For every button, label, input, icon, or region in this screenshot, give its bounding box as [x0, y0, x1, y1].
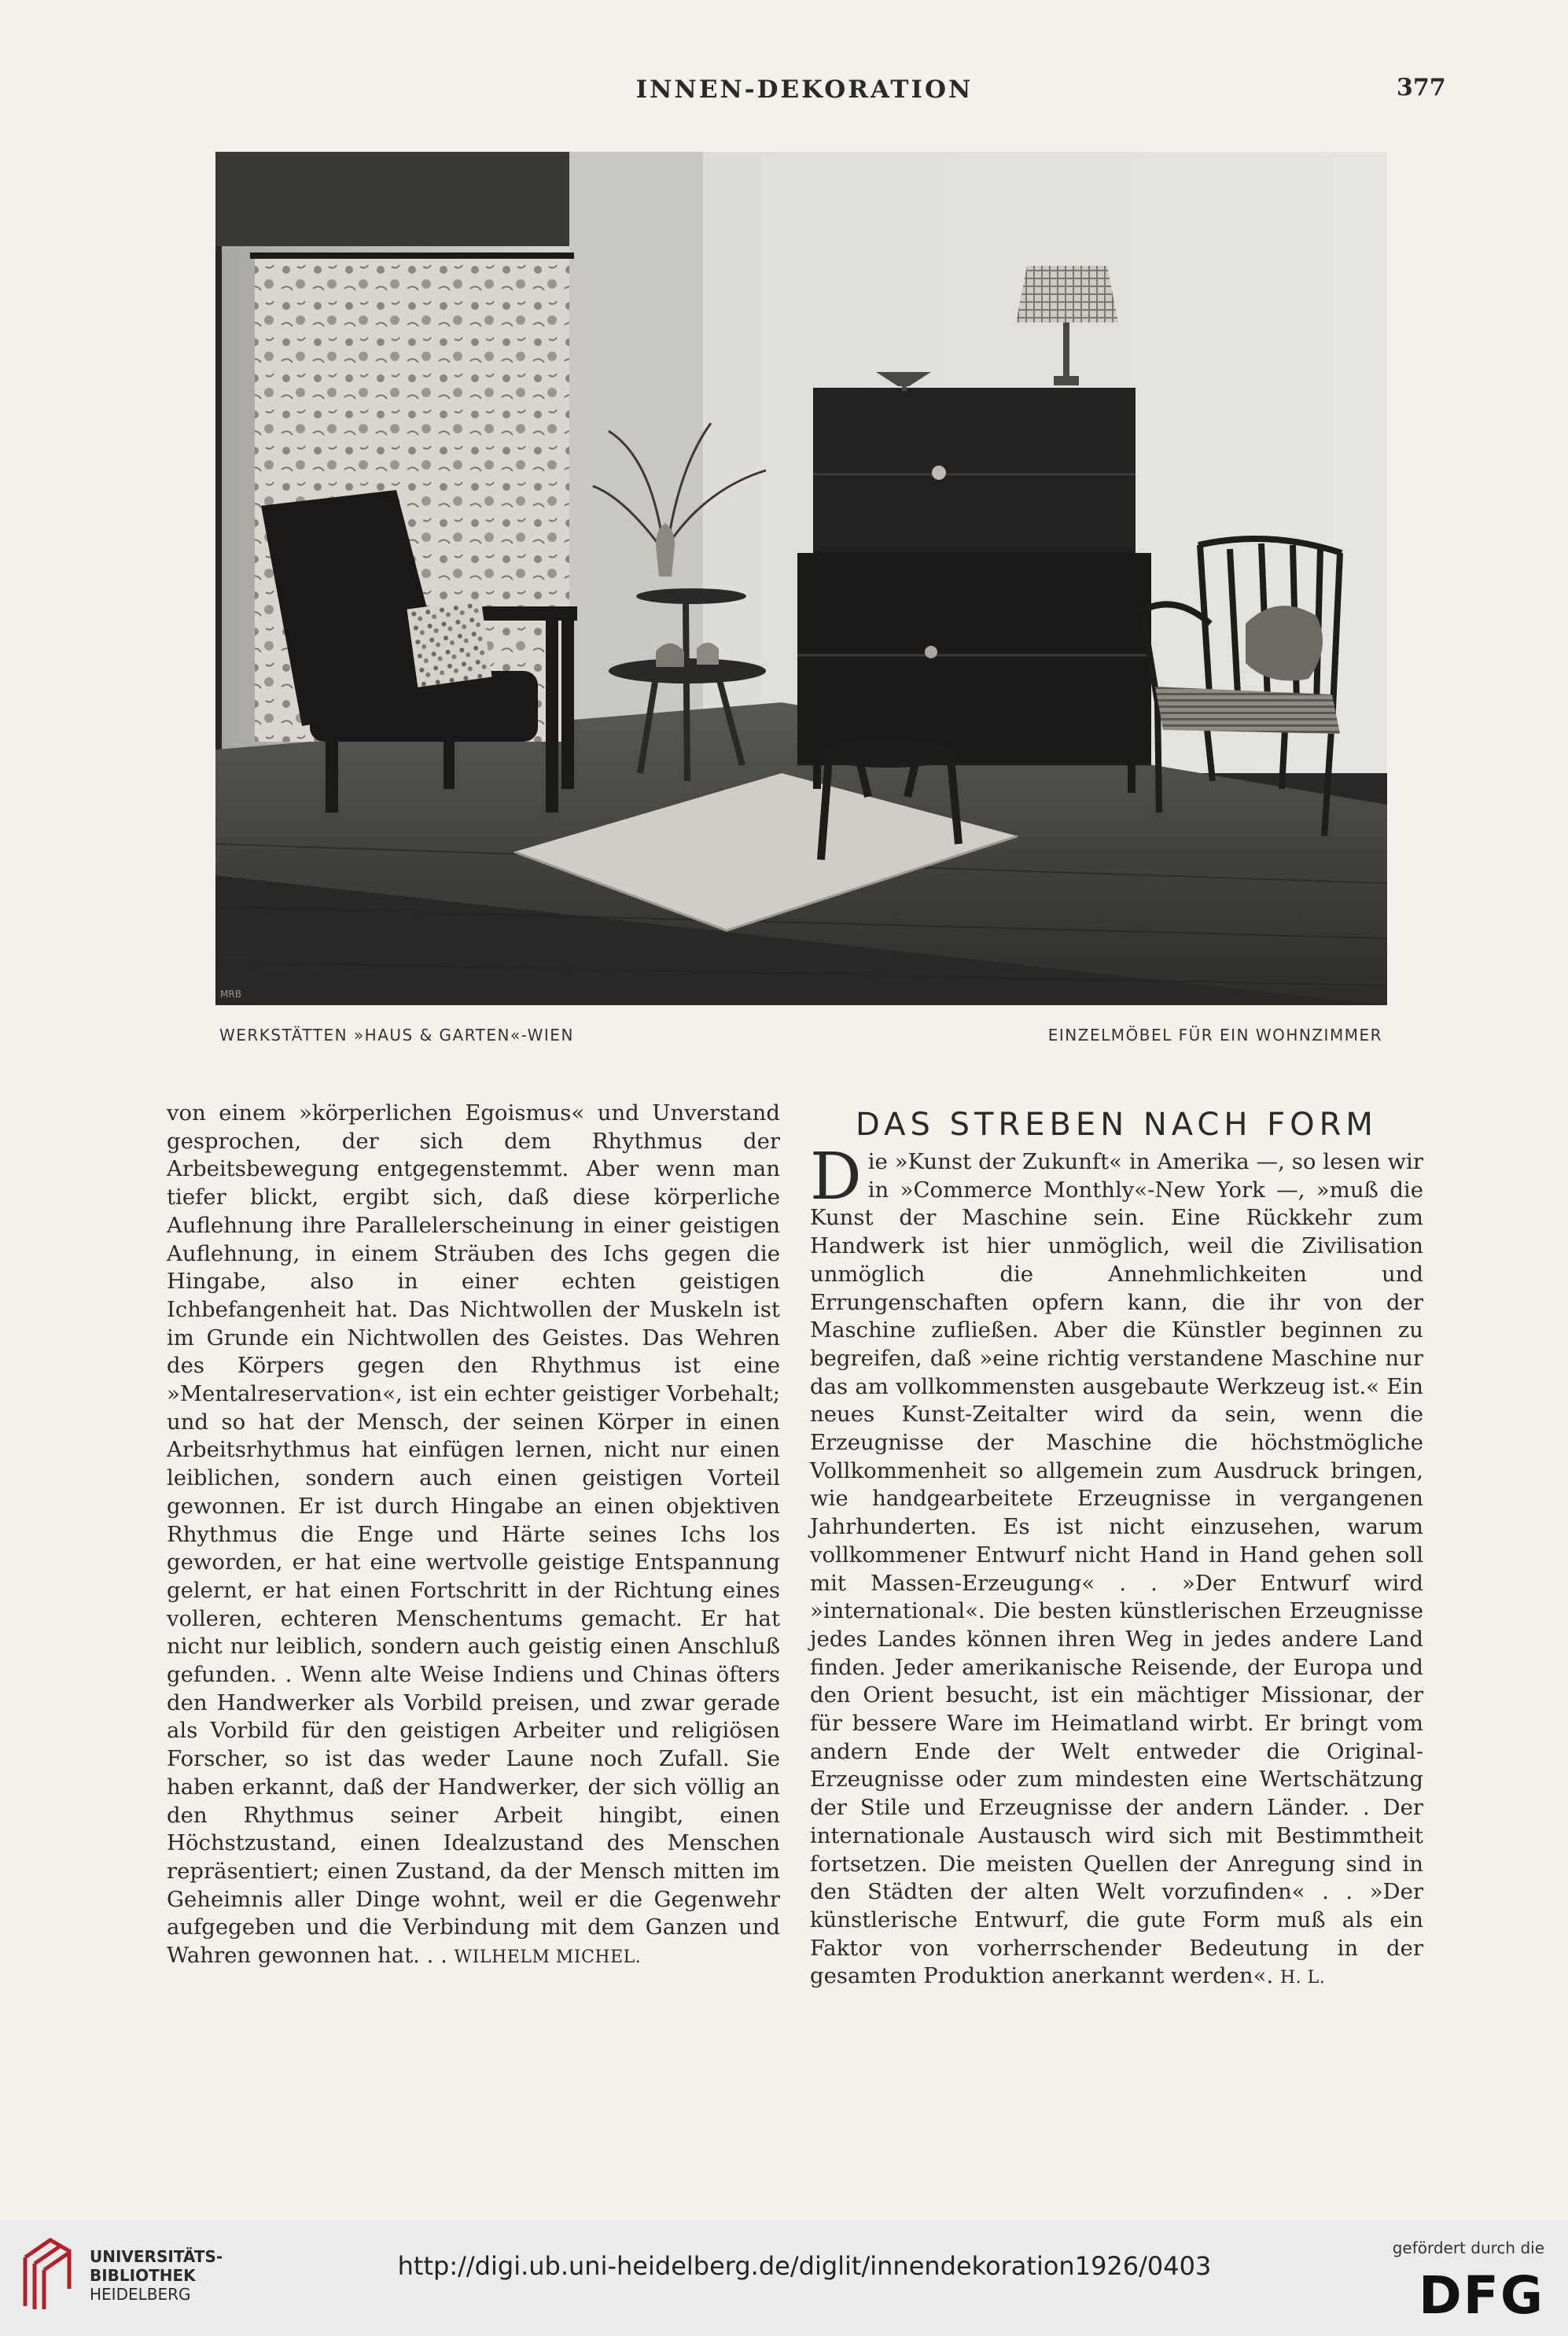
source-url-link[interactable]: http://digi.ub.uni-heidelberg.de/diglit/innendekoration1926/0403: [397, 2251, 1212, 2281]
running-title: INNEN-DEKORATION: [635, 76, 974, 104]
page-number: 377: [1397, 74, 1446, 101]
photo-illustration: [215, 152, 1387, 1005]
photo-monogram: MRB: [220, 989, 241, 1000]
left-column-text: [167, 1100, 780, 1972]
library-line-3: HEIDELBERG: [90, 2285, 191, 2304]
figure-caption-left: WERKSTÄTTEN »HAUS & GARTEN«-WIEN: [219, 1026, 574, 1045]
library-line-2: BIBLIOTHEK: [90, 2266, 196, 2285]
left-body: von einem »körperlichen Egoismus« und Unverstand gesprochen, der sich dem Rhythmus der Arbeitsbewegung entgegenstemmt. Aber wenn man tiefer blickt, ergibt sich, daß diese körperliche Auflehnung ihre Parallelerscheinung in einer geistigen Auflehnung, in einem Sträuben des Ichs gegen die Hingabe, also in einer echten geistigen Ichbefangenheit hat. Das Nichtwollen der Muskeln ist im Grunde ein Nichtwollen des Geistes. Das Wehren des Körpers gegen den Rhythmus ist eine »Mentalreservation«, ist ein echter geistiger Vorbehalt; und so hat der Mensch, der seinen Körper in einen Arbeitsrhythmus hat einfügen lernen, nicht nur einen leiblichen, sondern auch einen geistigen Vorteil gewonnen. Er ist durch Hingabe an einen objektiven Rhythmus die Enge und Härte seines Ichs los geworden, er hat eine wertvolle geistige Entspannung gelernt, er hat einen Fortschritt in der Richtung eines volleren, echteren Menschentums gemacht. Er hat nicht nur leiblich, sondern auch geistig einen Anschluß gefunden. . Wenn alte Weise Indiens und Chinas öfters den Handwerker als Vorbild preisen, und zwar gerade als Vorbild für den geistigen Arbeiter und religiösen Forscher, so ist das weder Laune noch Zufall. Sie haben erkannt, daß der Handwerker, der sich völlig an den Rhythmus seiner Arbeit hingibt, einen Höchstzustand, einen Idealzustand des Menschen repräsentiert; einen Zustand, da der Mensch mitten im Geheimnis aller Dinge wohnt, weil er die Gegenwehr aufgegeben und die Verbindung mit dem Ganzen und Wahren gewonnen hat. . .: [167, 1100, 780, 1969]
drop-cap: D: [810, 1140, 862, 1214]
right-column-text: [810, 1140, 1423, 1992]
funding-label: gefördert durch die: [1392, 2238, 1544, 2257]
figure-caption-right: EINZELMÖBEL FÜR EIN WOHNZIMMER: [1047, 1026, 1382, 1045]
author-signature: WILHELM MICHEL.: [454, 1947, 642, 1968]
right-body: ie »Kunst der Zukunft« in Amerika —, so lesen wir in »Commerce Monthly«-New York —, »muß die Kunst der Maschine sein. Eine Rückkehr zum Handwerk ist hier unmöglich, weil die Zivilisation unmöglich die Annehmlichkeiten und Errungenschaften opfern kann, die ihr von der Maschine zufließen. Aber die Künstler beginnen zu begreifen, daß »eine richtig verstandene Maschine nur das am vollkommensten ausgebaute Werkzeug ist.« Ein neues Kunst-Zeitalter wird da sein, wenn die Erzeugnisse der Maschine die höchstmögliche Vollkommenheit so allgemein zum Ausdruck bringen, wie handgearbeitete Erzeugnisse in vergangenen Jahrhunderten. Es ist nicht einzusehen, warum vollkommener Entwurf nicht Hand in Hand gehen soll mit Massen-Erzeugung« . . »Der Entwurf wird »international«. Die besten künstlerischen Erzeugnisse jedes Landes können ihren Weg in jedes andere Land finden. Jeder amerikanische Reisende, der Europa und den Orient besucht, ist ein mächtiger Missionar, der für bessere Ware im Heimatland wirbt. Er bringt vom andern Ende der Welt entweder die Original-Erzeugnisse oder zum mindesten eine Wertschätzung der Stile und Erzeugnisse der andern Länder. . Der internationale Austausch wird sich mit Bestimmtheit fortsetzen. Die meisten Quellen der Anregung sind in den Städten der alten Welt vorzufinden« . . »Der künstlerische Entwurf, die gute Form muß als ein Faktor von vorherrschender Bedeutung in der gesamten Produktion anerkannt werden«.: [810, 1149, 1423, 1989]
dfg-logo: DFG: [1418, 2265, 1544, 2326]
article-title: DAS STREBEN NACH FORM: [856, 1107, 1378, 1143]
library-line-1: UNIVERSITÄTS-: [90, 2247, 223, 2266]
right-signature: H. L.: [1279, 1968, 1326, 1988]
interior-photograph: [215, 152, 1387, 1005]
